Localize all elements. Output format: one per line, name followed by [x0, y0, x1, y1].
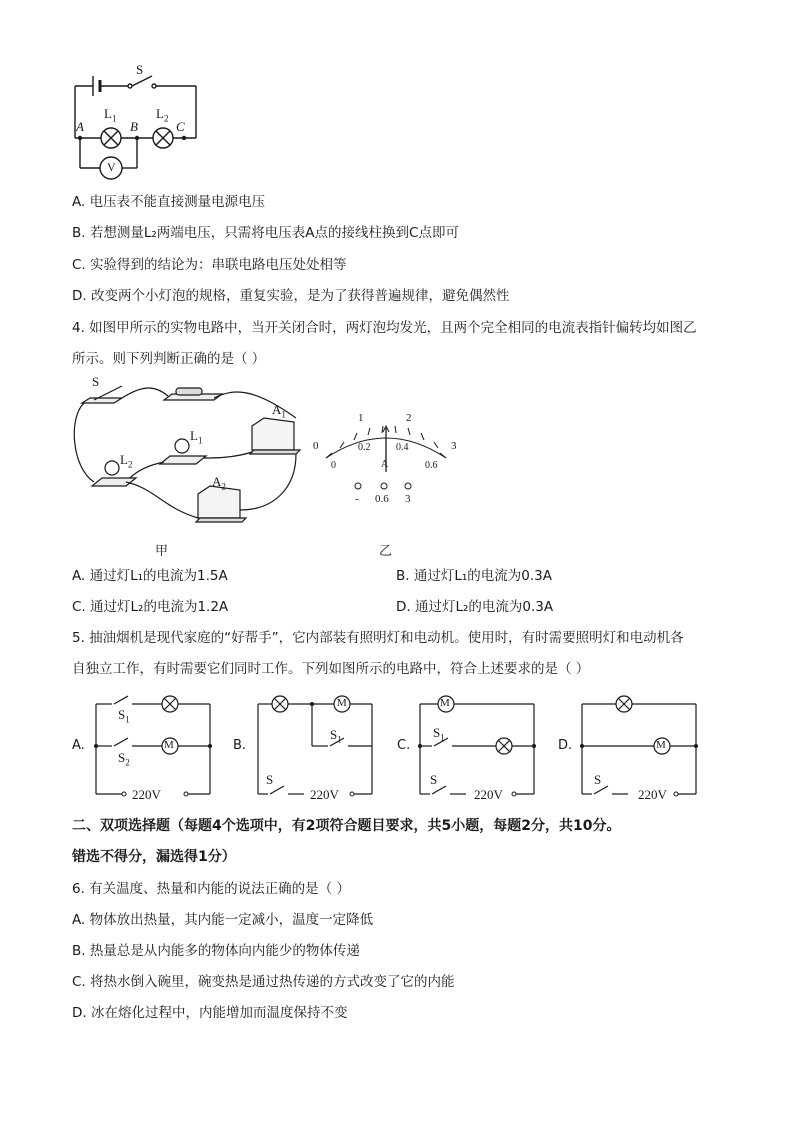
q4-stem-line2: 所示。则下列判断正确的是（ ） — [72, 351, 266, 367]
q5-b-voltage: 220V — [310, 787, 339, 802]
q5-b-s-label: S — [266, 772, 274, 787]
q4-a2-label: $A_2$ — [212, 474, 226, 492]
q5-circuit-d-letter: D. — [558, 738, 573, 753]
q4-option-a: A. 通过灯L₁的电流为1.5A — [72, 568, 228, 584]
q4-dial-bottom-tick-3: 0.6 — [425, 460, 438, 471]
q5-b-motor-label: M — [337, 697, 347, 709]
q5-circuit-a-letter: A. — [72, 738, 85, 753]
q4-dial-top-tick-3: 3 — [451, 440, 457, 452]
q5-a-s1-label: $S_1$ — [118, 707, 130, 725]
q5-c-motor-label: M — [440, 697, 450, 709]
q4-dial-bottom-tick-1: 0.2 — [358, 442, 371, 453]
q5-d-motor-label: M — [656, 739, 666, 751]
q4-dial-top-tick-2: 2 — [406, 412, 412, 424]
q4-physical-circuit-figure — [64, 378, 316, 530]
q4-caption-jia: 甲 — [155, 544, 169, 559]
q4-ammeter-dial-figure — [316, 420, 466, 480]
q4-terminal-neg: - — [355, 493, 359, 505]
q5-c-s-label: S — [430, 772, 438, 787]
q5-c-s1-label: $S_1$ — [433, 725, 445, 743]
q3-l2-label: $L_2$ — [156, 106, 169, 124]
q5-a-s2-label: $S_2$ — [118, 750, 130, 768]
q4-terminal-3: 3 — [405, 493, 411, 505]
q4-l2-label: $L_2$ — [120, 452, 133, 470]
q3-voltmeter-label: V — [107, 160, 116, 174]
q6-option-b: B. 热量总是从内能多的物体向内能少的物体传递 — [72, 943, 360, 959]
q4-dial-bottom-tick-0: 0 — [331, 460, 336, 471]
q5-circuit-b-letter: B. — [233, 738, 247, 753]
q4-dial-top-tick-0: 0 — [313, 440, 319, 452]
q4-option-d: D. 通过灯L₂的电流为0.3A — [396, 599, 554, 615]
q4-caption-yi: 乙 — [379, 544, 393, 559]
section2-heading-line2: 错选不得分，漏选得1分） — [72, 849, 236, 865]
q3-switch-label: S — [136, 62, 144, 77]
q3-point-a: A — [76, 119, 84, 134]
q3-option-d: D. 改变两个小灯泡的规格，重复实验，是为了获得普遍规律，避免偶然性 — [72, 288, 510, 304]
q5-a-voltage: 220V — [132, 787, 161, 802]
q4-switch-label: S — [92, 374, 100, 389]
q5-a-motor-label: M — [164, 739, 174, 751]
q5-c-voltage: 220V — [474, 787, 503, 802]
q4-option-b: B. 通过灯L₁的电流为0.3A — [396, 568, 552, 584]
q3-option-b: B. 若想测量L₂两端电压，只需将电压表A点的接线柱换到C点即可 — [72, 225, 459, 241]
q5-d-s-label: S — [594, 772, 602, 787]
q3-l1-label: $L_1$ — [104, 106, 117, 124]
q3-option-c: C. 实验得到的结论为：串联电路电压处处相等 — [72, 257, 347, 273]
section2-heading-line1: 二、双项选择题（每题4个选项中，有2项符合题目要求，共5小题，每题2分，共10分。 — [72, 818, 621, 834]
q5-stem-line2: 自独立工作，有时需要它们同时工作。下列如图所示的电路中，符合上述要求的是（ ） — [72, 661, 590, 677]
q4-dial-unit: A — [381, 459, 389, 470]
q3-point-b: B — [130, 119, 138, 134]
q5-stem-line1: 5. 抽油烟机是现代家庭的“好帮手”，它内部装有照明灯和电动机。使用时，有时需要照明灯和电动机各 — [72, 630, 684, 646]
q6-option-a: A. 物体放出热量，其内能一定减小，温度一定降低 — [72, 912, 374, 928]
q4-dial-terminals — [350, 480, 420, 492]
q5-circuit-c-letter: C. — [397, 738, 411, 753]
q4-a1-label: $A_1$ — [272, 402, 286, 420]
q6-option-c: C. 将热水倒入碗里，碗变热是通过热传递的方式改变了它的内能 — [72, 974, 455, 990]
q4-dial-top-tick-1: 1 — [358, 412, 364, 424]
q4-stem-line1: 4. 如图甲所示的实物电路中，当开关闭合时，两灯泡均发光，且两个完全相同的电流表指针偏转均如图乙 — [72, 320, 697, 336]
q5-b-s1-label: $S_1$ — [330, 727, 342, 745]
q6-option-d: D. 冰在熔化过程中，内能增加而温度保持不变 — [72, 1005, 348, 1021]
q4-dial-bottom-tick-2: 0.4 — [396, 442, 409, 453]
q4-l1-label: $L_1$ — [190, 428, 203, 446]
q5-d-voltage: 220V — [638, 787, 667, 802]
q3-option-a: A. 电压表不能直接测量电源电压 — [72, 194, 266, 210]
q3-point-c: C — [176, 119, 185, 134]
q4-option-c: C. 通过灯L₂的电流为1.2A — [72, 599, 229, 615]
q4-terminal-0-6: 0.6 — [375, 493, 389, 505]
q6-stem: 6. 有关温度、热量和内能的说法正确的是（ ） — [72, 881, 350, 897]
